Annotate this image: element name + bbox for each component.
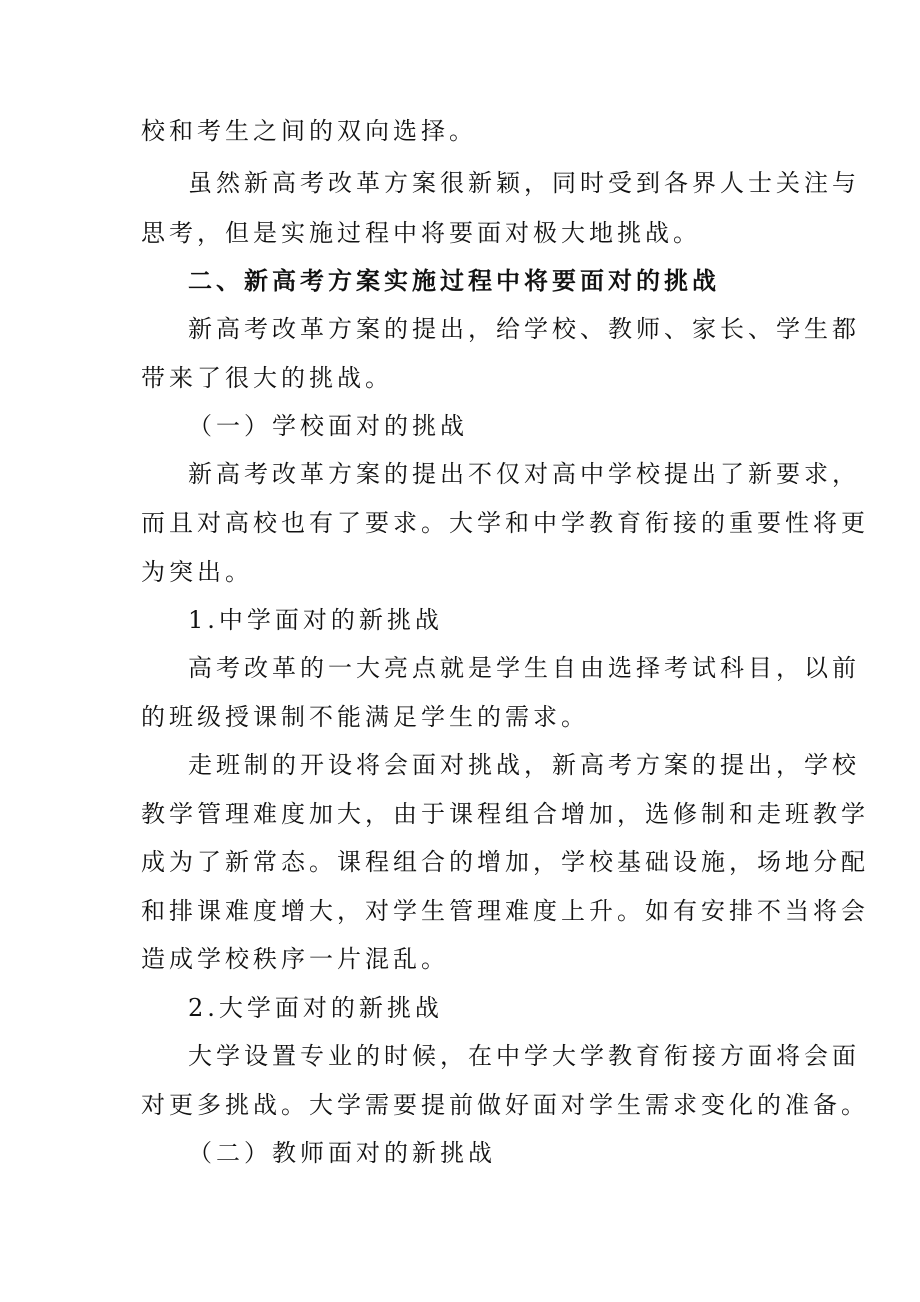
- text-line: 而且对高校也有了要求。大学和中学教育衔接的重要性将更: [141, 509, 869, 537]
- paragraph-start: 走班制的开设将会面对挑战，新高考方案的提出，学校: [188, 751, 860, 779]
- subsection-heading: （二）教师面对的新挑战: [188, 1139, 496, 1167]
- paragraph-start: 虽然新高考改革方案很新颖，同时受到各界人士关注与: [188, 169, 860, 197]
- paragraph-start: 高考改革的一大亮点就是学生自由选择考试科目，以前: [188, 654, 860, 682]
- text-line: 的班级授课制不能满足学生的需求。: [141, 703, 589, 731]
- subsection-heading: 1.中学面对的新挑战: [188, 606, 443, 634]
- text-line: 成为了新常态。课程组合的增加，学校基础设施，场地分配: [141, 848, 869, 876]
- text-line: 思考，但是实施过程中将要面对极大地挑战。: [141, 219, 701, 247]
- paragraph-start: 新高考改革方案的提出不仅对高中学校提出了新要求，: [188, 460, 860, 488]
- subsection-heading: （一）学校面对的挑战: [188, 412, 468, 440]
- text-line: 对更多挑战。大学需要提前做好面对学生需求变化的准备。: [141, 1091, 869, 1119]
- text-line: 和排课难度增大，对学生管理难度上升。如有安排不当将会: [141, 897, 869, 925]
- paragraph-start: 大学设置专业的时候，在中学大学教育衔接方面将会面: [188, 1042, 860, 1070]
- text-line: 为突出。: [141, 558, 253, 586]
- paragraph-start: 新高考改革方案的提出，给学校、教师、家长、学生都: [188, 315, 860, 343]
- text-line: 带来了很大的挑战。: [141, 364, 393, 392]
- text-line: 校和考生之间的双向选择。: [141, 117, 477, 145]
- text-line: 教学管理难度加大，由于课程组合增加，选修制和走班教学: [141, 800, 869, 828]
- text-line: 造成学校秩序一片混乱。: [141, 945, 449, 973]
- subsection-heading: 2.大学面对的新挑战: [188, 994, 443, 1022]
- section-heading: 二、新高考方案实施过程中将要面对的挑战: [188, 267, 720, 295]
